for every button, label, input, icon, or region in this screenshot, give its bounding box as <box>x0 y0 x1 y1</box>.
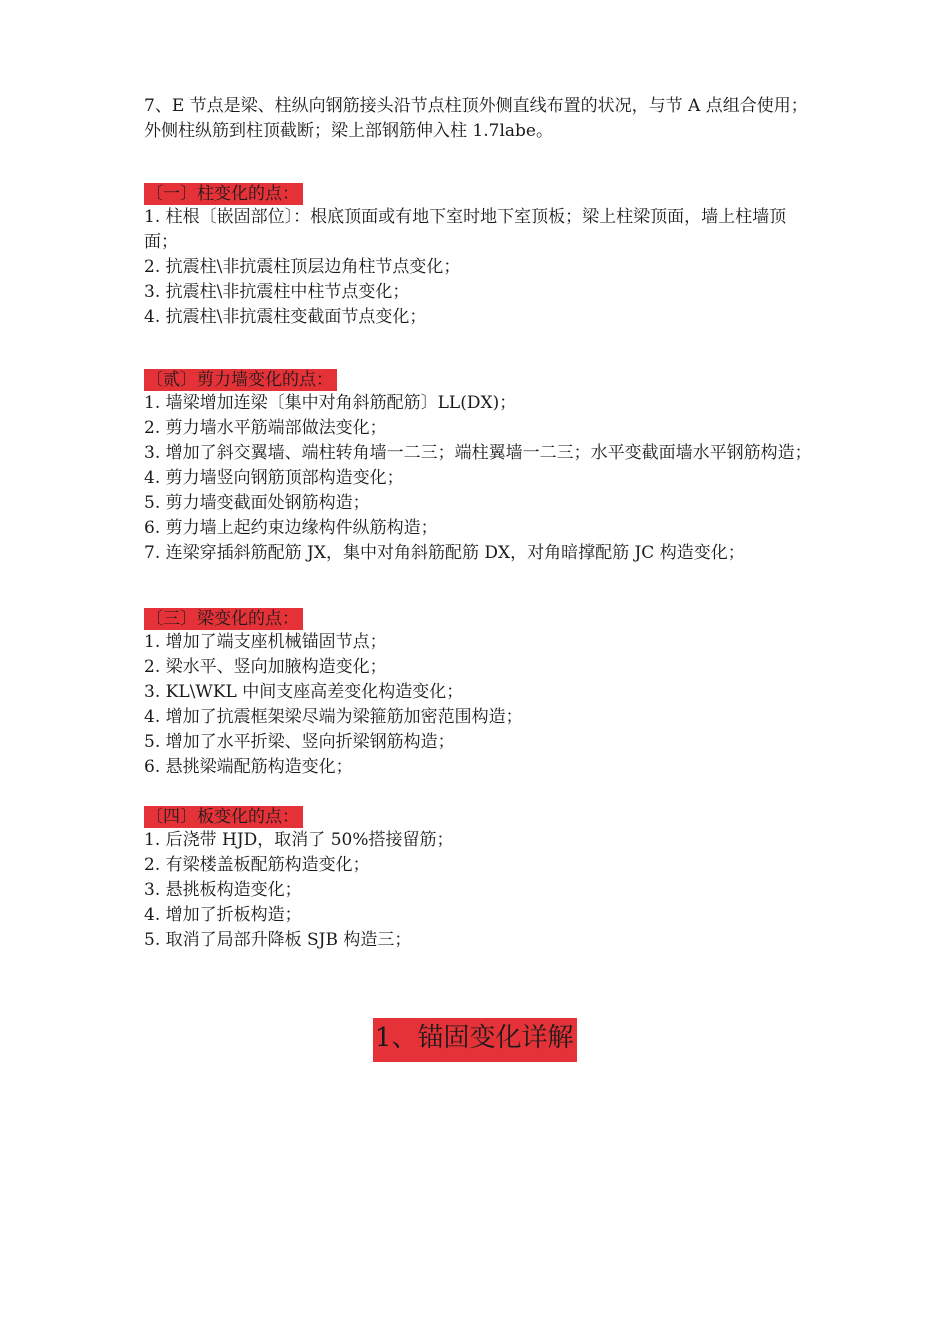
list-item: 3. KL\WKL 中间支座高差变化构造变化； <box>144 682 464 702</box>
list-item: 2. 剪力墙水平筋端部做法变化； <box>144 418 387 438</box>
section-list <box>144 630 812 780</box>
section-list <box>144 391 812 566</box>
section-heading: 〔三〕梁变化的点： <box>144 608 303 630</box>
list-item: 5. 剪力墙变截面处钢筋构造； <box>144 493 370 513</box>
list-item: 2. 梁水平、竖向加腋构造变化； <box>144 657 387 677</box>
list-item: 7. 连梁穿插斜筋配筋 JX，集中对角斜筋配筋 DX，对角暗撑配筋 JC 构造变化； <box>144 543 745 563</box>
section-heading: 〔四〕板变化的点： <box>144 806 303 828</box>
list-item: 6. 悬挑梁端配筋构造变化； <box>144 757 353 777</box>
chapter-title: 1、锚固变化详解 <box>373 1018 577 1062</box>
list-item: 4. 抗震柱\非抗震柱变截面节点变化； <box>144 307 427 327</box>
list-item: 5. 增加了水平折梁、竖向折梁钢筋构造； <box>144 732 455 752</box>
list-item: 1. 墙梁增加连梁〔集中对角斜筋配筋〕LL(DX)； <box>144 393 517 413</box>
intro-paragraph: 7、E 节点是梁、柱纵向钢筋接头沿节点柱顶外侧直线布置的状况，与节 A 点组合使用；外侧柱纵筋到柱顶截断；梁上部钢筋伸入柱 1.7labe。 <box>144 96 808 141</box>
list-item: 3. 增加了斜交翼墙、端柱转角墙一二三；端柱翼墙一二三；水平变截面墙水平钢筋构造； <box>144 443 812 463</box>
section-heading: 〔一〕柱变化的点： <box>144 183 303 205</box>
section-shear-walls <box>144 369 812 566</box>
list-item: 1. 后浇带 HJD，取消了 50%搭接留筋； <box>144 830 454 850</box>
section-heading: 〔贰〕剪力墙变化的点： <box>144 369 337 391</box>
list-item: 5. 取消了局部升降板 SJB 构造三； <box>144 930 412 950</box>
list-item: 4. 剪力墙竖向钢筋顶部构造变化； <box>144 468 404 488</box>
list-item: 3. 悬挑板构造变化； <box>144 880 302 900</box>
section-beams <box>144 608 812 780</box>
list-item: 4. 增加了折板构造； <box>144 905 302 925</box>
section-list <box>144 205 812 330</box>
list-item: 1. 柱根〔嵌固部位〕：根底顶面或有地下室时地下室顶板；梁上柱梁顶面，墙上柱墙顶面； <box>144 207 787 252</box>
list-item: 2. 有梁楼盖板配筋构造变化； <box>144 855 370 875</box>
section-list <box>144 828 812 953</box>
list-item: 1. 增加了端支座机械锚固节点； <box>144 632 387 652</box>
list-item: 3. 抗震柱\非抗震柱中柱节点变化； <box>144 282 410 302</box>
list-item: 6. 剪力墙上起约束边缘构件纵筋构造； <box>144 518 438 538</box>
list-item: 4. 增加了抗震框架梁尽端为梁箍筋加密范围构造； <box>144 707 523 727</box>
section-slabs <box>144 806 812 953</box>
section-columns <box>144 183 812 330</box>
list-item: 2. 抗震柱\非抗震柱顶层边角柱节点变化； <box>144 257 461 277</box>
